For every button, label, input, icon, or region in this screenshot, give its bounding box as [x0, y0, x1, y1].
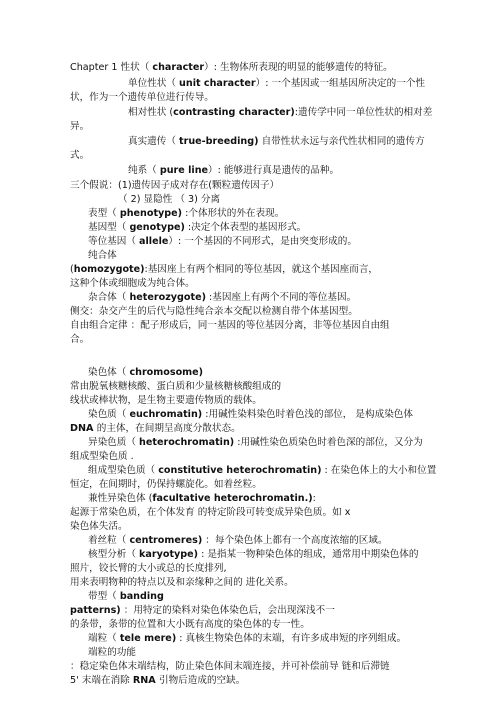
text-line: 自由组合定律 ：配子形成后，同一基因的等位基因分离，非等位基因自由组 — [70, 320, 390, 331]
text-line: 恒定，在间期时，仍保持螺旋化。如着丝粒。 — [70, 479, 262, 490]
text-line: 合。 — [70, 334, 90, 345]
text-line: 异染色质（ heterochromatin) :用碱性染色质染色时着色深的部位，又分为 — [88, 437, 423, 448]
text-line: (homozygote):基因座上有两个相同的等位基因，就这个基因座而言， — [70, 264, 379, 275]
text-line: 基因型（ genotype) :决定个体表型的基因形式。 — [88, 222, 307, 233]
text-line: 着丝粒（ centromeres) ：每个染色体上都有一个高度浓缩的区域。 — [88, 535, 388, 546]
text-line: 组成型染色质 . — [70, 451, 134, 462]
text-line: 的条带，条带的位置和大小既有高度的染色体的专一性。 — [70, 619, 310, 630]
text-line: 三个假说：(1)遗传因子成对存在(颗粒遗传因子） — [70, 180, 280, 191]
text-line: 异。 — [70, 121, 90, 132]
text-line: 单位性状（ unit character）: 一个基因或一组基因所决定的一个性 — [128, 78, 426, 89]
text-line: 线状或棒状物，是生物主要遗传物质的载体。 — [70, 395, 262, 406]
text-line: 带型（ banding — [88, 591, 164, 602]
text-line: ：稳定染色体末端结构，防止染色体间末端连接，并可补偿前导 链和后滞链 — [70, 661, 390, 672]
text-line: 相对性状 (contrasting character):遗传学中同一单位性状的相对差 — [128, 107, 433, 118]
text-line: 等位基因（ allele）: 一个基因的不同形式，是由突变形成的。 — [88, 236, 357, 247]
text-line: 染色质（ euchromatin) :用碱性染料染色时着色浅的部位， 是构成染色体 — [88, 409, 413, 420]
text-line: 纯合体 — [88, 250, 117, 261]
text-line: 核型分析（ karyotype) : 是指某一物种染色体的组成，通常用中期染色体的 — [88, 549, 419, 560]
text-line: 式。 — [70, 150, 90, 161]
text-line: 照片，铰长臂的大小或总的长度排列, — [70, 563, 227, 574]
text-line: DNA 的主体，在间期呈高度分散状态。 — [70, 423, 241, 434]
text-line: 染色体失活。 — [70, 521, 128, 532]
text-line: 表型（ phenotype) :个体形状的外在表现。 — [88, 208, 285, 219]
text-line: 杂合体（ heterozygote) :基因座上有两个不同的等位基因。 — [88, 292, 357, 303]
text-line: 用来表明物种的特点以及和亲缘种之间的 进化关系。 — [70, 577, 294, 588]
text-line: 纯系（ pure line）: 能够进行真是遗传的品种。 — [128, 165, 340, 176]
text-line: 5' 末端在消除 RNA 引物后造成的空缺。 — [70, 675, 246, 686]
text-line: 端粒的功能 — [88, 647, 136, 658]
text-line: （ 2) 显隐性 （ 3) 分离 — [118, 194, 221, 205]
text-line: 侧交：杂交产生的后代与隐性纯合亲本交配以检测自带个体基因型。 — [70, 306, 358, 317]
text-line: 兼性异染色体 (facultative heterochromatin.): — [88, 493, 316, 504]
text-line: 组成型染色质（ constitutive heterochromatin) : 在染色体上的大小和位置 — [88, 465, 437, 476]
text-line: patterns) ：用特定的染料对染色体染色后，会出现深浅不一 — [70, 605, 335, 616]
text-line: 常由脱氧核糖核酸、蛋白质和少量核糖核酸组成的 — [70, 381, 282, 392]
text-line: 染色体（ chromosome) — [88, 367, 204, 378]
text-line: 起源于常染色质，在个体发育 的特定阶段可转变成异染色质。如 x — [70, 507, 351, 518]
text-line: 真实遗传（ true-breeding) 自带性状永远与亲代性状相同的遗传方 — [128, 136, 425, 147]
text-line: 这种个体或细胞成为纯合体。 — [70, 278, 195, 289]
text-line: 状，作为一个遗传单位进行传导。 — [70, 92, 214, 103]
text-line: Chapter 1 性状（ character）: 生物体所表现的明显的能够遗传的特征。 — [70, 62, 393, 73]
text-line: 端粒（ tele mere) : 真核生物染色体的末端，有许多成串短的序列组成。 — [88, 633, 407, 644]
